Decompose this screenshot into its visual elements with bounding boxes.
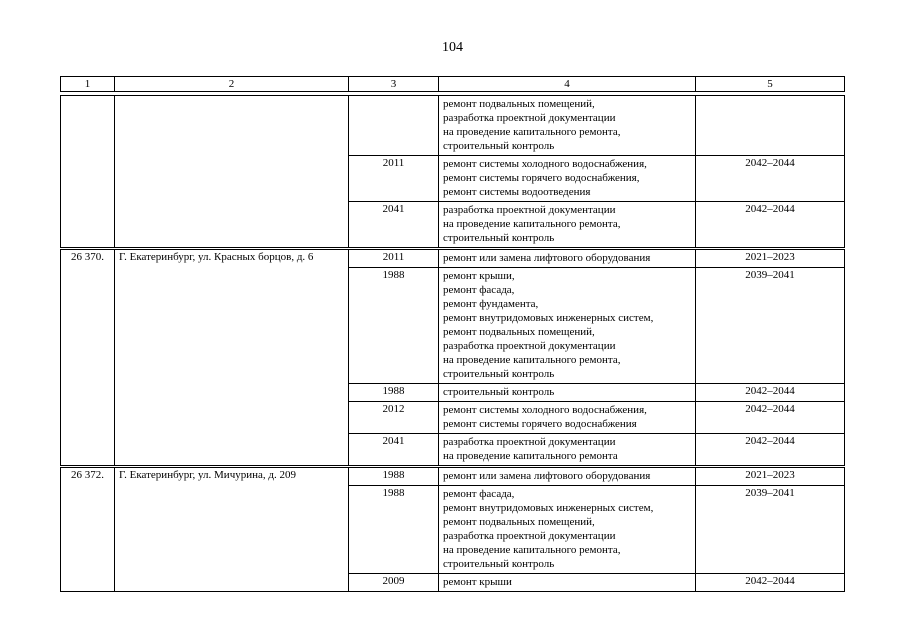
page-number: 104 bbox=[442, 40, 463, 55]
column-header: 3 bbox=[349, 77, 439, 92]
address-cell: Г. Екатеринбург, ул. Мичурина, д. 209 bbox=[115, 467, 349, 592]
column-header: 4 bbox=[439, 77, 696, 92]
planned-period-cell bbox=[696, 96, 845, 156]
commissioning-year-cell: 1988 bbox=[349, 467, 439, 486]
commissioning-year-cell: 2011 bbox=[349, 249, 439, 268]
work-item: строительный контроль bbox=[443, 386, 555, 398]
address-cell: Г. Екатеринбург, ул. Красных борцов, д. 6 bbox=[115, 249, 349, 467]
object-number-cell bbox=[61, 96, 115, 249]
work-item: разработка проектной документации bbox=[443, 204, 616, 216]
work-item: ремонт системы горячего водоснабжения bbox=[443, 418, 637, 430]
works-cell bbox=[439, 384, 696, 402]
work-item: разработка проектной документации bbox=[443, 436, 616, 448]
work-item: строительный контроль bbox=[443, 558, 555, 570]
works-cell bbox=[439, 574, 696, 592]
work-item: ремонт системы водоотведения bbox=[443, 186, 591, 198]
object-number-cell: 26 370. bbox=[61, 249, 115, 467]
column-header: 2 bbox=[115, 77, 349, 92]
work-item: ремонт системы горячего водоснабжения, bbox=[443, 172, 640, 184]
commissioning-year-cell: 2012 bbox=[349, 402, 439, 434]
work-item: ремонт фундамента, bbox=[443, 298, 539, 310]
work-item: ремонт системы холодного водоснабжения, bbox=[443, 158, 647, 170]
column-header: 5 bbox=[696, 77, 845, 92]
planned-period-cell: 2021–2023 bbox=[696, 249, 845, 268]
planned-period-cell: 2039–2041 bbox=[696, 268, 845, 384]
table-row bbox=[61, 249, 845, 268]
work-item: на проведение капитального ремонта, bbox=[443, 354, 621, 366]
commissioning-year-cell: 2041 bbox=[349, 202, 439, 249]
works-cell bbox=[439, 268, 696, 384]
work-item: ремонт крыши, bbox=[443, 270, 515, 282]
commissioning-year-cell bbox=[349, 96, 439, 156]
work-item: ремонт крыши bbox=[443, 576, 512, 588]
address-cell bbox=[115, 96, 349, 249]
works-cell bbox=[439, 249, 696, 268]
commissioning-year-cell: 2041 bbox=[349, 434, 439, 467]
planned-period-cell: 2042–2044 bbox=[696, 402, 845, 434]
work-item: строительный контроль bbox=[443, 140, 555, 152]
works-cell bbox=[439, 402, 696, 434]
work-item: разработка проектной документации bbox=[443, 112, 616, 124]
work-item: ремонт фасада, bbox=[443, 488, 515, 500]
commissioning-year-cell: 1988 bbox=[349, 486, 439, 574]
work-item: ремонт фасада, bbox=[443, 284, 515, 296]
work-item: на проведение капитального ремонта, bbox=[443, 126, 621, 138]
works-cell bbox=[439, 202, 696, 249]
work-item: ремонт или замена лифтового оборудования bbox=[443, 470, 651, 482]
work-item: ремонт подвальных помещений, bbox=[443, 98, 595, 110]
planned-period-cell: 2042–2044 bbox=[696, 202, 845, 249]
object-number-cell: 26 372. bbox=[61, 467, 115, 592]
works-cell bbox=[439, 486, 696, 574]
planned-period-cell: 2042–2044 bbox=[696, 156, 845, 202]
planned-period-cell: 2042–2044 bbox=[696, 384, 845, 402]
planned-period-cell: 2039–2041 bbox=[696, 486, 845, 574]
work-item: на проведение капитального ремонта, bbox=[443, 544, 621, 556]
work-item: ремонт подвальных помещений, bbox=[443, 326, 595, 338]
column-header: 1 bbox=[61, 77, 115, 92]
works-cell bbox=[439, 467, 696, 486]
table-row bbox=[61, 467, 845, 486]
planned-period-cell: 2021–2023 bbox=[696, 467, 845, 486]
commissioning-year-cell: 1988 bbox=[349, 384, 439, 402]
commissioning-year-cell: 2011 bbox=[349, 156, 439, 202]
commissioning-year-cell: 1988 bbox=[349, 268, 439, 384]
repair-schedule-table bbox=[60, 95, 845, 592]
work-item: на проведение капитального ремонта bbox=[443, 450, 618, 462]
work-item: разработка проектной документации bbox=[443, 340, 616, 352]
work-item: строительный контроль bbox=[443, 368, 555, 380]
work-item: ремонт внутридомовых инженерных систем, bbox=[443, 312, 654, 324]
works-cell bbox=[439, 96, 696, 156]
table-header bbox=[60, 76, 845, 92]
work-item: ремонт внутридомовых инженерных систем, bbox=[443, 502, 654, 514]
work-item: ремонт подвальных помещений, bbox=[443, 516, 595, 528]
work-item: разработка проектной документации bbox=[443, 530, 616, 542]
works-cell bbox=[439, 156, 696, 202]
table-row bbox=[61, 96, 845, 156]
work-item: ремонт системы холодного водоснабжения, bbox=[443, 404, 647, 416]
planned-period-cell: 2042–2044 bbox=[696, 574, 845, 592]
work-item: ремонт или замена лифтового оборудования bbox=[443, 252, 651, 264]
work-item: строительный контроль bbox=[443, 232, 555, 244]
works-cell bbox=[439, 434, 696, 467]
work-item: на проведение капитального ремонта, bbox=[443, 218, 621, 230]
planned-period-cell: 2042–2044 bbox=[696, 434, 845, 467]
commissioning-year-cell: 2009 bbox=[349, 574, 439, 592]
